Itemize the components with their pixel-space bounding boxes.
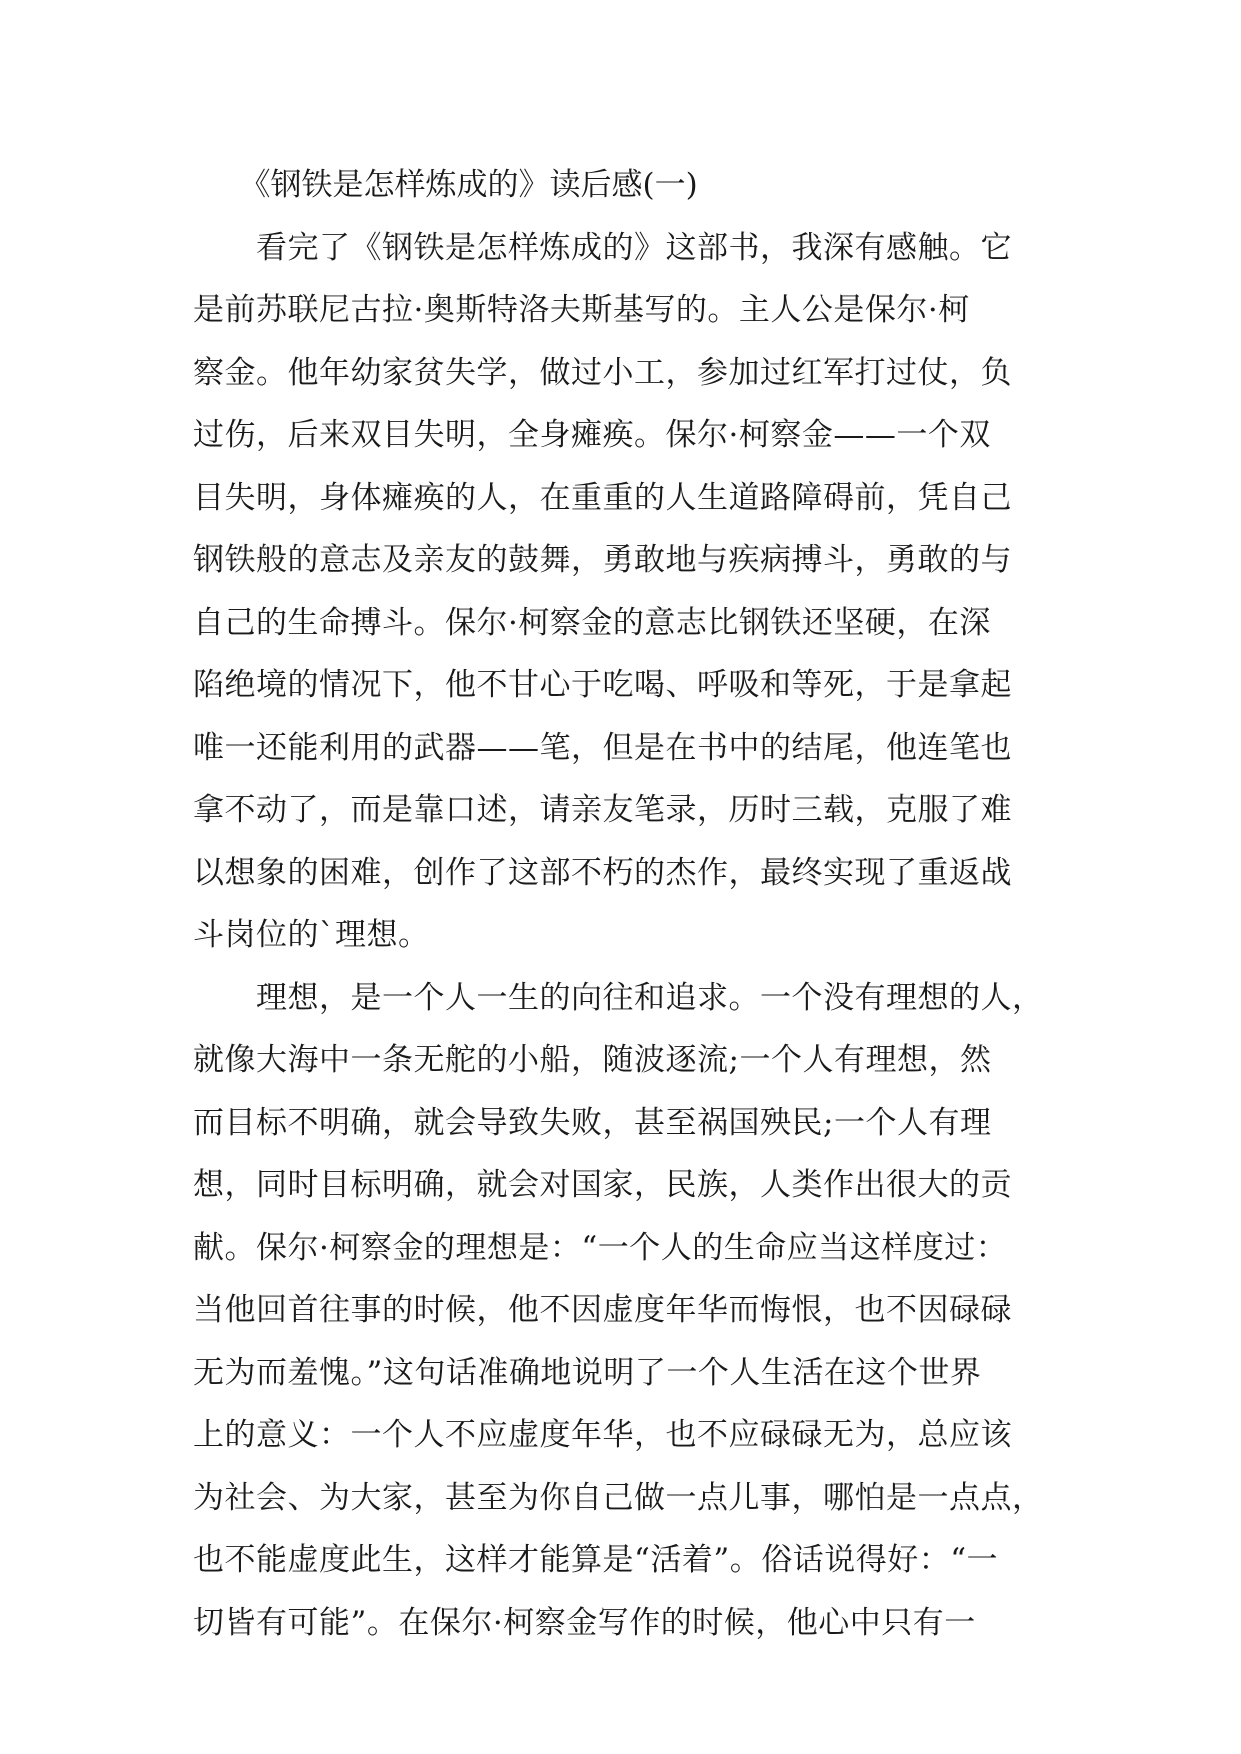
paragraph-line: 察金。他年幼家贫失学，做过小工，参加过红军打过仗，负	[193, 354, 1012, 391]
paragraph-line: 当他回首往事的时候，他不因虚度年华而悔恨，也不因碌碌	[193, 1292, 1012, 1328]
paragraph-line: 就像大海中一条无舵的小船，随波逐流;一个人有理想，然	[193, 1042, 992, 1078]
paragraph-line: 以想象的困难，创作了这部不朽的杰作，最终实现了重返战	[193, 854, 1012, 891]
document-title-text: 《钢铁是怎样炼成的》读后感(一)	[255, 167, 698, 203]
paragraph-line: 自己的生命搏斗。保尔·柯察金的意志比钢铁还坚硬，在深	[193, 604, 991, 641]
paragraph-line: 上的意义：一个人不应虚度年华，也不应碌碌无为，总应该	[193, 1417, 1012, 1453]
paragraph-line: 拿不动了，而是靠口述，请亲友笔录，历时三载，克服了难	[193, 792, 1012, 828]
document-body	[193, 154, 1063, 1654]
paragraph-line: 是前苏联尼古拉·奥斯特洛夫斯基写的。主人公是保尔·柯	[193, 292, 970, 328]
paragraph-line: 切皆有可能”。在保尔·柯察金写作的时候，他心中只有一	[193, 1604, 976, 1641]
paragraph-2	[193, 967, 1063, 1655]
paragraph-line: 钢铁般的意志及亲友的鼓舞，勇敢地与疾病搏斗，勇敢的与	[193, 542, 1012, 578]
paragraph-line: 唯一还能利用的武器——笔，但是在书中的结尾，他连笔也	[193, 729, 1012, 766]
paragraph-line: 想，同时目标明确，就会对国家，民族，人类作出很大的贡	[193, 1167, 1012, 1203]
paragraph-line: 目失明，身体瘫痪的人，在重重的人生道路障碍前，凭自己	[193, 479, 1012, 516]
paragraph-line: 理想，是一个人一生的向往和追求。一个没有理想的人，	[193, 979, 1044, 1016]
document-title	[193, 154, 1063, 217]
paragraph-line: 献。保尔·柯察金的理想是：“一个人的生命应当这样度过：	[193, 1229, 1008, 1266]
paragraph-line: 无为而羞愧。”这句话准确地说明了一个人生活在这个世界	[193, 1354, 982, 1391]
paragraph-line: 而目标不明确，就会导致失败，甚至祸国殃民;一个人有理	[193, 1104, 992, 1141]
paragraph-line: 陷绝境的情况下，他不甘心于吃喝、呼吸和等死，于是拿起	[193, 667, 1012, 703]
paragraph-line: 看完了《钢铁是怎样炼成的》这部书，我深有感触。它	[193, 229, 1012, 266]
paragraph-1	[193, 217, 1063, 967]
paragraph-line: 为社会、为大家，甚至为你自己做一点儿事，哪怕是一点点，	[193, 1479, 1044, 1516]
paragraph-line: 斗岗位的`理想。	[193, 917, 430, 953]
paragraph-line: 过伤，后来双目失明，全身瘫痪。保尔·柯察金——一个双	[193, 417, 991, 453]
paragraph-line: 也不能虚度此生，这样才能算是“活着”。俗话说得好：“一	[193, 1542, 999, 1578]
